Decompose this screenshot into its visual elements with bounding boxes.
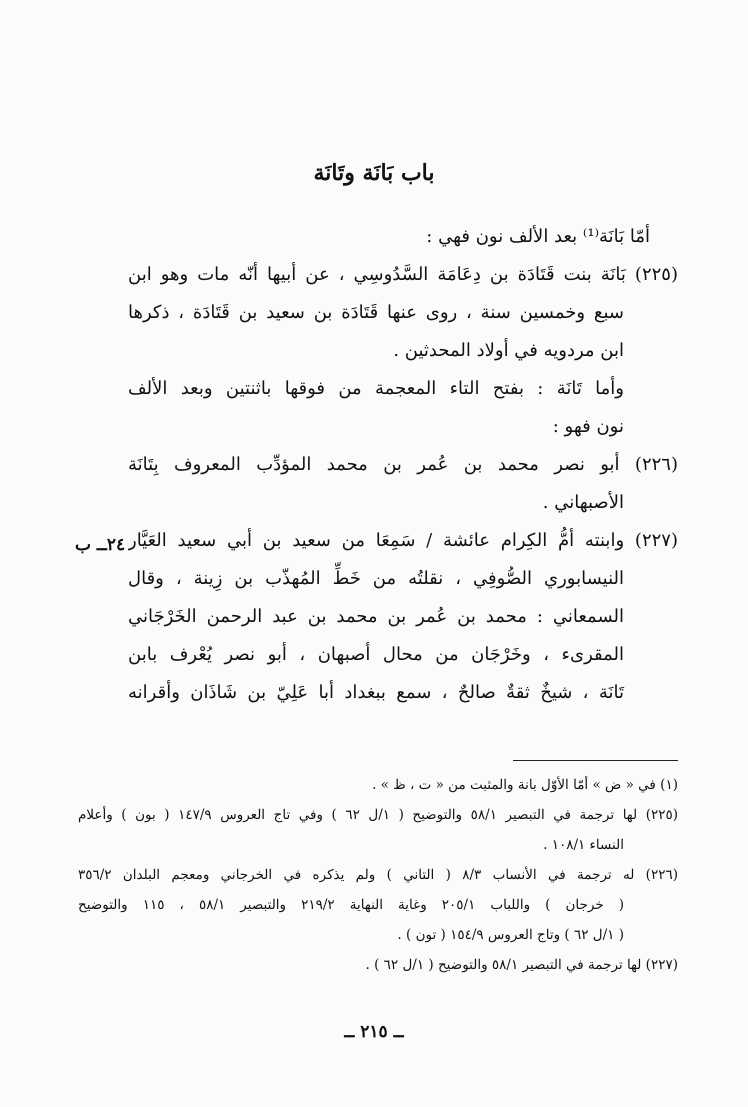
- entry-227-line-3: السمعاني : محمد بن عُمر بن محمد بن عبد الرحمن الخَرْجَاني: [128, 606, 624, 627]
- entry-226-text-1: أبو نصر محمد بن عُمر بن محمد المؤدِّب المعروف بِتَانَة: [128, 454, 620, 475]
- chapter-title: باب بَانَة وتَانَة: [313, 160, 435, 186]
- entry-225-text-1: بَانَة بنت قَتَادَة بن دِعَامَة السَّدُوسِي ، عن أبيها أنّه مات وهو ابن: [128, 264, 626, 285]
- entry-number-225: (٢٢٥): [634, 264, 678, 285]
- entry-227-line-1: [128, 522, 678, 560]
- entry-225-line-2: سبع وخمسين سنة ، روى عنها قَتَادَة بن سعيد بن قَتَادَة ، ذكرها: [128, 302, 624, 323]
- tana-intro-line-2: نون فهو :: [552, 416, 624, 437]
- page-number: ــ ٢١٥ ــ: [344, 1022, 404, 1042]
- footnote-227: (٢٢٧) لها ترجمة في التبصير ٥٨/١ والتوضيح ( ١/ل ٦٢ ) .: [365, 957, 678, 973]
- entry-226-line-2: الأصبهاني .: [542, 492, 624, 513]
- entry-226-line-1: [128, 446, 678, 484]
- footnote-226-line-1: (٢٢٦) له ترجمة في الأنساب ٨/٣ ( التاني ) ولم يذكره في الخرجاني ومعجم البلدان ٣٥٦/٢: [78, 867, 678, 883]
- entry-227-line-2: النيسابوري الصُّوفِي ، نقلتُه من خَطِّ المُهذّب بن زِينة ، وقال: [128, 568, 624, 589]
- footnote-1: (١) في « ض » أمّا الأوّل بانة والمثبت من « ت ، ظ » .: [372, 777, 678, 793]
- entry-number-226: (٢٢٦): [634, 454, 678, 475]
- folio-margin-note: ٢٤ــ ب: [75, 535, 126, 555]
- entry-227-line-4: المقرىء ، وخَرْجَان من محال أصبهان ، أبو نصر يُعْرف بابن: [128, 644, 624, 665]
- footnotes: [78, 770, 678, 980]
- footnote-226-line-3: ( ١/ل ٦٢ ) وتاج العروس ١٥٤/٩ ( تون ) .: [397, 927, 624, 943]
- entry-225-line-3: ابن مردويه في أولاد المحدثين .: [393, 340, 624, 361]
- entry-number-227: (٢٢٧): [634, 530, 678, 551]
- main-text: [128, 218, 678, 712]
- entry-227-line-5: تَانَة ، شيخٌ ثقةٌ صالحٌ ، سمع ببغداد أبا عَلِيّ بن شَاذَان وأقرانه: [128, 682, 624, 703]
- footnote-225-line-1: (٢٢٥) لها ترجمة في التبصير ٥٨/١ والتوضيح ( ١/ل ٦٢ ) وفي تاج العروس ١٤٧/٩ ( بون ) وأعلام: [78, 807, 678, 823]
- entry-225-line-1: [128, 256, 678, 294]
- intro-line: أمّا بَانَة⁽¹⁾ بعد الألف نون فهي :: [426, 226, 650, 247]
- footnote-divider: [513, 760, 678, 761]
- tana-intro-line-1: وأما تَانَة : بفتح التاء المعجمة من فوقها باثنتين وبعد الألف: [128, 378, 624, 399]
- footnote-225-line-2: النساء ١٠٨/١ .: [543, 837, 624, 853]
- footnote-226-line-2: ( خرجان ) واللباب ٢٠٥/١ وغاية النهاية ٢١٩/٢ والتبصير ٥٨/١ ، ١١٥ والتوضيح: [78, 897, 624, 913]
- entry-227-text-1: وابنته أمُّ الكِرام عائشة / سَمِعَا من سعيد بن أبي سعيد العَيَّار: [128, 530, 625, 551]
